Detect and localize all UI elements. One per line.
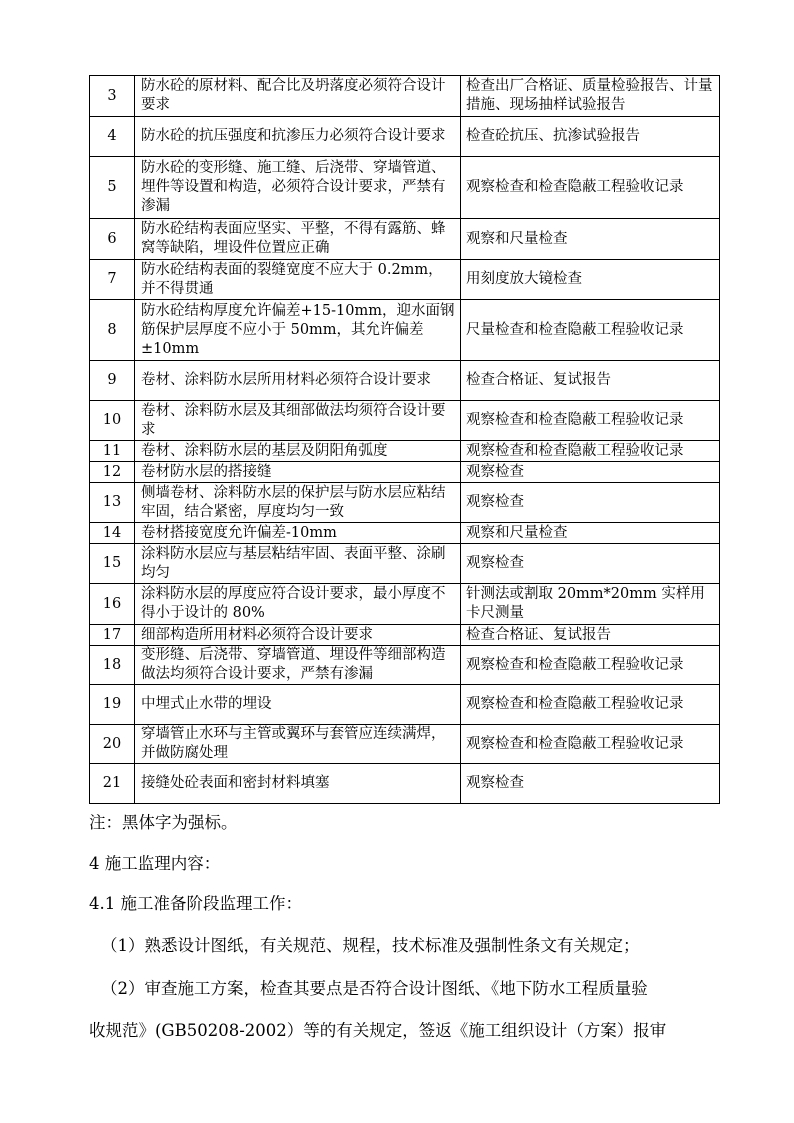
row-number: 7: [90, 260, 135, 300]
inspection-method-cell: 尺量检查和检查隐蔽工程验收记录: [461, 300, 720, 361]
row-number: 13: [90, 483, 135, 523]
table-row: [90, 260, 720, 300]
table-row: [90, 764, 720, 804]
row-number: 9: [90, 361, 135, 401]
table-row: [90, 219, 720, 260]
inspection-method-cell: 检查合格证、复试报告: [461, 625, 720, 646]
paragraph-item-2-line-2: 收规范》(GB50208-2002）等的有关规定，签返《施工组织设计（方案）报审: [89, 1021, 667, 1040]
row-number: 4: [90, 117, 135, 157]
table-row: [90, 646, 720, 685]
table-row: [90, 523, 720, 544]
table-row: [90, 300, 720, 361]
row-number: 8: [90, 300, 135, 361]
requirement-cell: 细部构造所用材料必须符合设计要求: [135, 625, 461, 646]
inspection-method-cell: 用刻度放大镜检查: [461, 260, 720, 300]
table-row: [90, 462, 720, 483]
table-row: [90, 584, 720, 625]
requirement-cell: 卷材搭接宽度允许偏差-10mm: [135, 523, 461, 544]
row-number: 10: [90, 401, 135, 441]
inspection-method-cell: 观察检查: [461, 764, 720, 804]
table-row: [90, 441, 720, 462]
subsection-heading: 4.1 施工准备阶段监理工作：: [89, 894, 302, 913]
row-number: 11: [90, 441, 135, 462]
requirement-cell: 防水砼结构厚度允许偏差+15-10mm，迎水面钢筋保护层厚度不应小于 50mm，其允许偏差±10mm: [135, 300, 461, 361]
section-heading: 4 施工监理内容：: [89, 854, 221, 873]
inspection-method-cell: 观察检查: [461, 544, 720, 584]
inspection-method-cell: 观察和尺量检查: [461, 219, 720, 260]
requirement-cell: 防水砼的原材料、配合比及坍落度必须符合设计要求: [135, 76, 461, 117]
paragraph-item-1: （1）熟悉设计图纸，有关规范、规程，技术标准及强制性条文有关规定；: [101, 936, 640, 955]
row-number: 18: [90, 646, 135, 685]
inspection-method-cell: 观察检查: [461, 462, 720, 483]
inspection-method-cell: 针测法或割取 20mm*20mm 实样用卡尺测量: [461, 584, 720, 625]
requirement-cell: 侧墙卷材、涂料防水层的保护层与防水层应粘结牢固，结合紧密，厚度均匀一致: [135, 483, 461, 523]
row-number: 15: [90, 544, 135, 584]
row-number: 14: [90, 523, 135, 544]
table-row: [90, 483, 720, 523]
requirement-cell: 防水砼结构表面应坚实、平整，不得有露筋、蜂窝等缺陷，埋设件位置应正确: [135, 219, 461, 260]
requirement-cell: 防水砼的抗压强度和抗渗压力必须符合设计要求: [135, 117, 461, 157]
requirement-cell: 卷材防水层的搭接缝: [135, 462, 461, 483]
note-text: 注：黑体字为强标。: [89, 813, 238, 832]
table-row: [90, 361, 720, 401]
row-number: 17: [90, 625, 135, 646]
requirement-cell: 卷材、涂料防水层及其细部做法均须符合设计要求: [135, 401, 461, 441]
table-row: [90, 725, 720, 764]
inspection-method-cell: 观察检查和检查隐蔽工程验收记录: [461, 157, 720, 219]
requirement-cell: 中埋式止水带的埋设: [135, 685, 461, 725]
requirement-cell: 接缝处砼表面和密封材料填塞: [135, 764, 461, 804]
inspection-method-cell: 观察检查和检查隐蔽工程验收记录: [461, 401, 720, 441]
requirement-cell: 防水砼结构表面的裂缝宽度不应大于 0.2mm，并不得贯通: [135, 260, 461, 300]
row-number: 21: [90, 764, 135, 804]
row-number: 20: [90, 725, 135, 764]
table-row: [90, 401, 720, 441]
requirement-cell: 穿墙管止水环与主管或翼环与套管应连续满焊，并做防腐处理: [135, 725, 461, 764]
requirement-cell: 防水砼的变形缝、施工缝、后浇带、穿墙管道、埋件等设置和构造，必须符合设计要求，严禁有渗漏: [135, 157, 461, 219]
row-number: 6: [90, 219, 135, 260]
table-row: [90, 117, 720, 157]
table-row: [90, 625, 720, 646]
table-row: [90, 685, 720, 725]
inspection-method-cell: 观察检查和检查隐蔽工程验收记录: [461, 646, 720, 685]
requirement-cell: 卷材、涂料防水层所用材料必须符合设计要求: [135, 361, 461, 401]
inspection-method-cell: 观察和尺量检查: [461, 523, 720, 544]
table-row: [90, 76, 720, 117]
requirement-cell: 涂料防水层应与基层粘结牢固、表面平整、涂刷均匀: [135, 544, 461, 584]
requirement-cell: 涂料防水层的厚度应符合设计要求，最小厚度不得小于设计的 80%: [135, 584, 461, 625]
inspection-method-cell: 检查合格证、复试报告: [461, 361, 720, 401]
row-number: 16: [90, 584, 135, 625]
table-row: [90, 544, 720, 584]
inspection-method-cell: 检查砼抗压、抗渗试验报告: [461, 117, 720, 157]
inspection-method-cell: 观察检查和检查隐蔽工程验收记录: [461, 725, 720, 764]
inspection-table-body: [90, 76, 720, 804]
row-number: 3: [90, 76, 135, 117]
paragraph-item-2-line-1: （2）审查施工方案，检查其要点是否符合设计图纸、《地下防水工程质量验: [101, 979, 648, 998]
table-row: [90, 157, 720, 219]
inspection-table: [89, 75, 720, 804]
row-number: 19: [90, 685, 135, 725]
inspection-method-cell: 观察检查: [461, 483, 720, 523]
row-number: 5: [90, 157, 135, 219]
row-number: 12: [90, 462, 135, 483]
inspection-method-cell: 检查出厂合格证、质量检验报告、计量措施、现场抽样试验报告: [461, 76, 720, 117]
inspection-method-cell: 观察检查和检查隐蔽工程验收记录: [461, 685, 720, 725]
requirement-cell: 卷材、涂料防水层的基层及阴阳角弧度: [135, 441, 461, 462]
inspection-method-cell: 观察检查和检查隐蔽工程验收记录: [461, 441, 720, 462]
requirement-cell: 变形缝、后浇带、穿墙管道、埋设件等细部构造做法均须符合设计要求，严禁有渗漏: [135, 646, 461, 685]
